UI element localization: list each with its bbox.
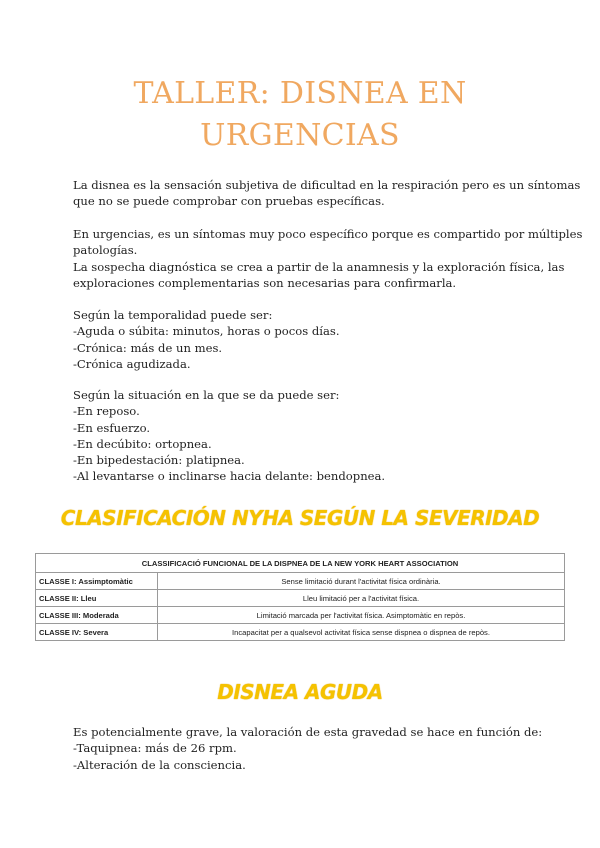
temporalidad-intro: Según la temporalidad puede ser:: [73, 308, 273, 322]
urgencias-line: La sospecha diagnóstica se crea a partir de la anamnesis y la exploración física, las: [73, 259, 565, 274]
page-title-line-2: URGENCIAS: [200, 118, 400, 153]
nyha-table-header-row: [36, 554, 565, 573]
aguda-paragraph: [73, 724, 543, 773]
aguda-intro: Es potencialmente grave, la valoración de esta gravedad se hace en función de:: [73, 725, 543, 739]
urgencias-line: patologías.: [73, 243, 138, 258]
nyha-class-cell: CLASSE II: Lleu: [36, 590, 158, 607]
situacion-item: -Al levantarse o inclinarse hacia delante: bendopnea.: [73, 469, 386, 484]
urgencias-line: exploraciones complementarias son necesarias para confirmarla.: [73, 275, 457, 290]
situacion-item: -En reposo.: [73, 404, 140, 419]
nyha-description-cell: Limitació marcada per l'activitat física. Asimptomàtic en repòs.: [158, 607, 565, 624]
disnea-aguda-heading: DISNEA AGUDA: [217, 680, 383, 704]
intro-line: que no se puede comprobar con pruebas específicas.: [73, 194, 385, 209]
aguda-item: -Alteración de la consciencia.: [73, 757, 246, 772]
temporalidad-item: -Crónica agudizada.: [73, 356, 191, 371]
situacion-item: -En decúbito: ortopnea.: [73, 436, 212, 451]
situacion-item: -En esfuerzo.: [73, 420, 151, 435]
intro-paragraph: [73, 177, 581, 210]
nyha-description-cell: Lleu limitació per a l'activitat física.: [158, 590, 565, 607]
nyha-description-cell: Sense limitació durant l'activitat física ordinària.: [158, 573, 565, 590]
temporalidad-item: -Aguda o súbita: minutos, horas o pocos días.: [73, 324, 340, 339]
table-row: [36, 607, 565, 624]
nyha-class-cell: CLASSE IV: Severa: [36, 624, 158, 641]
nyha-class-cell: CLASSE III: Moderada: [36, 607, 158, 624]
urgencias-paragraph: [73, 226, 583, 291]
nyha-description-cell: Incapacitat per a qualsevol activitat física sense dispnea o dispnea de repòs.: [158, 624, 565, 641]
table-row: [36, 573, 565, 590]
intro-line: La disnea es la sensación subjetiva de dificultad en la respiración pero es un síntomas: [73, 178, 581, 192]
temporalidad-list: [73, 307, 543, 372]
situacion-item: -En bipedestación: platipnea.: [73, 453, 245, 468]
page-title-line-1: TALLER: DISNEA EN: [133, 76, 467, 111]
table-row: [36, 624, 565, 641]
nyha-table: [35, 553, 565, 641]
nyha-class-cell: CLASSE I: Assimptomàtic: [36, 573, 158, 590]
nyha-table-header: CLASSIFICACIÓ FUNCIONAL DE LA DISPNEA DE LA NEW YORK HEART ASSOCIATION: [36, 554, 565, 573]
nyha-heading: CLASIFICACIÓN NYHA SEGÚN LA SEVERIDAD: [60, 506, 540, 530]
temporalidad-item: -Crónica: más de un mes.: [73, 340, 223, 355]
situacion-list: [73, 387, 543, 485]
table-row: [36, 590, 565, 607]
aguda-item: -Taquipnea: más de 26 rpm.: [73, 741, 237, 756]
urgencias-line: En urgencias, es un síntomas muy poco específico porque es compartido por múltiples: [73, 227, 583, 241]
situacion-intro: Según la situación en la que se da puede ser:: [73, 388, 340, 402]
